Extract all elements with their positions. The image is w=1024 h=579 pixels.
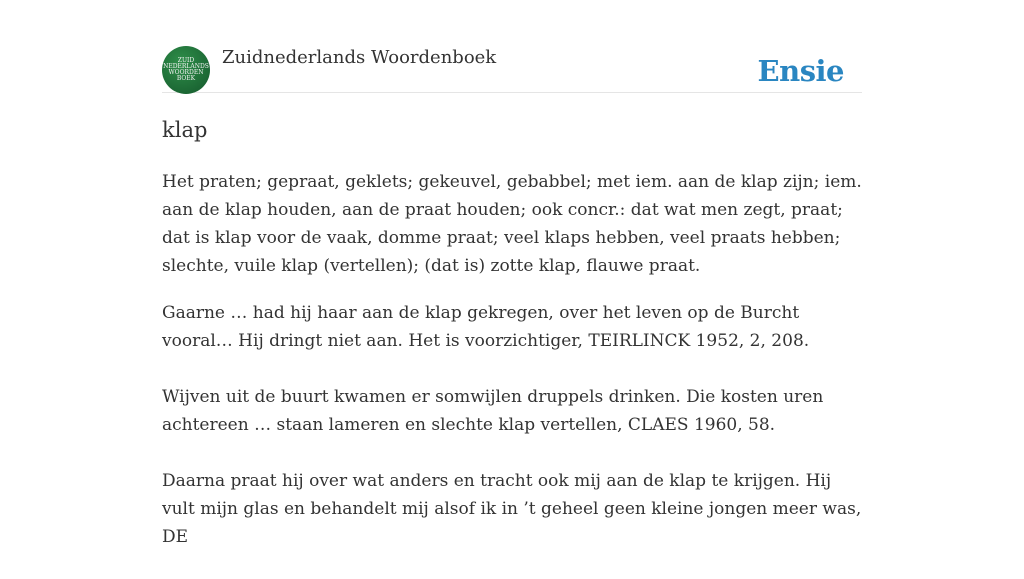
dictionary-logo[interactable]: [162, 46, 210, 94]
entry-title: klap: [162, 118, 208, 142]
site-header: [162, 44, 862, 93]
example-quote: Wijven uit de buurt kwamen er somwijlen druppels drinken. Die kosten uren achtereen … staan lameren en slechte klap vertellen, CLAES 1960, 58.: [162, 387, 824, 435]
ensie-brand-logo[interactable]: Ensie: [757, 54, 844, 88]
dictionary-name-link[interactable]: Zuidnederlands Woordenboek: [222, 47, 497, 68]
logo-line: BOEK: [176, 75, 196, 82]
logo-line: ZUID: [177, 57, 195, 64]
example-quote: Daarna praat hij over wat anders en tracht ook mij aan de klap te krijgen. Hij vult mijn glas en behandelt mij alsof ik in ’t geheel geen kleine jongen meer was, DE: [162, 471, 862, 547]
logo-line: WOORDEN: [168, 69, 204, 76]
entry-definition: Het praten; gepraat, geklets; gekeuvel, gebabbel; met iem. aan de klap zijn; iem. aan de klap houden, aan de praat houden; ook concr.: dat wat men zegt, praat; dat is klap voor de vaak, domme praat; veel klaps hebben, veel praats hebben; slechte, vuile klap (vertellen); (dat is) zotte klap, flauwe praat.: [162, 172, 862, 276]
logo-line: NEDERLANDS: [163, 63, 209, 70]
example-quote: Gaarne … had hij haar aan de klap gekregen, over het leven op de Burcht vooral… Hij dringt niet aan. Het is voorzichtiger, TEIRLINCK 1952, 2, 208.: [162, 303, 810, 351]
entry-content: [162, 168, 862, 579]
